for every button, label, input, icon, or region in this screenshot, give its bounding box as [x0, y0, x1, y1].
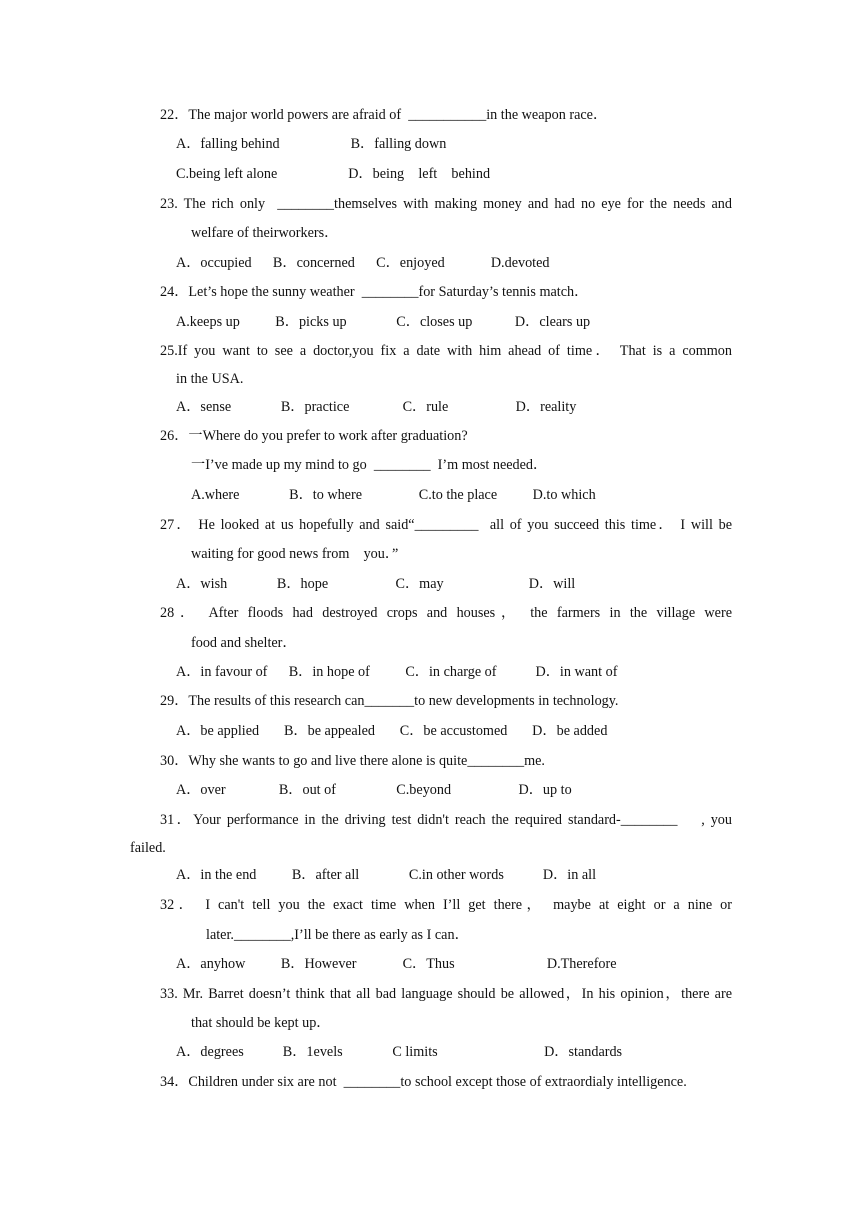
question-28-options: A．in favour of B．in hope of C．in charge of D．in want of [176, 664, 618, 680]
question-32-stem-continuation: later.________,I’ll be there as early as I can． [206, 927, 469, 943]
question-25-stem: 25.If you want to see a doctor,you fix a date with him ahead of time． That is a common [160, 343, 732, 359]
question-29-stem: 29．The results of this research can_______to new developments in technology. [160, 693, 619, 709]
question-22-options-row-1: A．falling behind B．falling down [176, 136, 447, 152]
question-27-options: A．wish B．hope C．may D．will [176, 576, 576, 592]
question-24-stem: 24．Let’s hope the sunny weather ________for Saturday’s tennis match． [160, 284, 589, 300]
question-33-stem: 33. Mr. Barret doesn’t think that all bad language should be allowed，In his opinion，there are [160, 986, 732, 1002]
question-23-stem: 23. The rich only ________themselves with making money and had no eye for the needs and [160, 196, 732, 212]
question-22-stem: 22．The major world powers are afraid of ___________in the weapon race． [160, 107, 608, 123]
question-26-stem-continuation: 一I’ve made up my mind to go ________ I’m most needed． [191, 457, 548, 473]
question-32-options: A．anyhow B．However C．Thus D.Therefore [176, 956, 617, 972]
question-31-stem: 31．Your performance in the driving test didn't reach the required standard-________ , you [160, 812, 732, 828]
question-32-stem: 32． I can't tell you the exact time when I’ll get there， maybe at eight or a nine or [160, 897, 732, 913]
question-27-stem-continuation: waiting for good news from you．” [191, 546, 399, 562]
question-26-options: A.where B．to where C.to the place D.to which [191, 487, 596, 503]
question-25-stem-continuation: in the USA. [176, 371, 244, 387]
question-31-stem-continuation: failed. [130, 840, 166, 856]
question-30-options: A．over B．out of C.beyond D．up to [176, 782, 572, 798]
question-31-options: A．in the end B．after all C.in other words D．in all [176, 867, 597, 883]
question-29-options: A．be applied B．be appealed C．be accustomed D．be added [176, 723, 608, 739]
question-23-stem-continuation: welfare of theirworkers． [191, 225, 339, 241]
question-30-stem: 30．Why she wants to go and live there alone is quite________me. [160, 753, 545, 769]
question-34-stem: 34．Children under six are not ________to school except those of extraordialy intelligence. [160, 1074, 687, 1090]
question-27-stem: 27． He looked at us hopefully and said“_________ all of you succeed this time． I will be [160, 517, 732, 533]
question-23-options: A．occupied B．concerned C．enjoyed D.devoted [176, 255, 550, 271]
question-33-options: A．degrees B．1evels C limits D．standards [176, 1044, 623, 1060]
question-28-stem: 28． After floods had destroyed crops and houses， the farmers in the village were [160, 605, 732, 621]
question-24-options: A.keeps up B．picks up C．closes up D．clears up [176, 314, 591, 330]
question-33-stem-continuation: that should be kept up． [191, 1015, 331, 1031]
question-22-options-row-2: C.being left alone D．being left behind [176, 166, 491, 182]
question-25-options: A．sense B．practice C．rule D．reality [176, 399, 577, 415]
question-28-stem-continuation: food and shelter． [191, 635, 297, 651]
question-26-stem: 26．一Where do you prefer to work after graduation? [160, 428, 468, 444]
